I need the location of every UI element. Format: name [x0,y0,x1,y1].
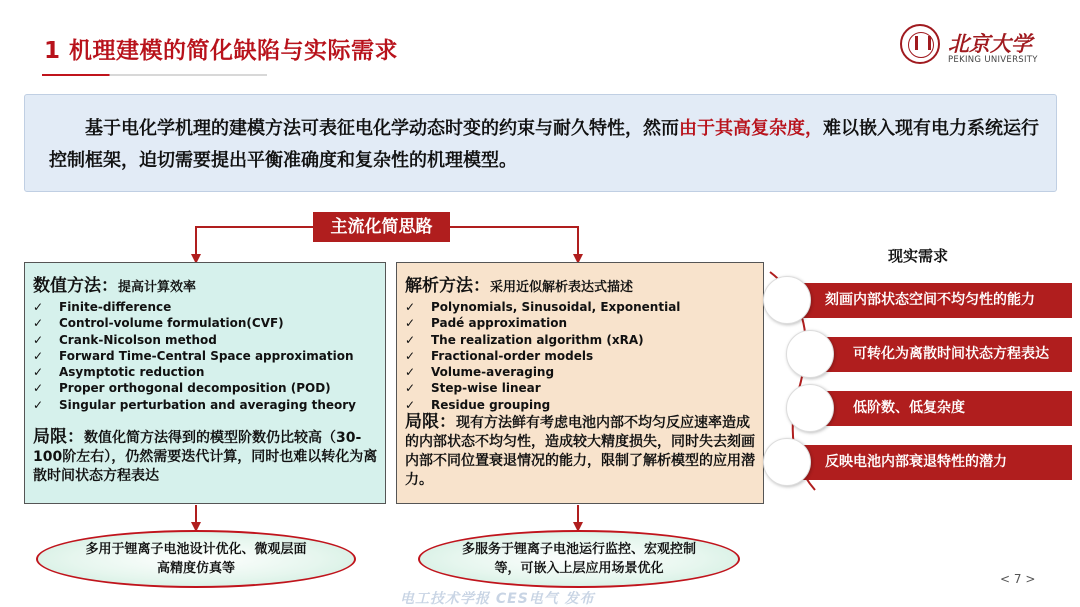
list-item: ✓ Padé approximation [405,316,568,331]
check-icon: ✓ [33,365,44,380]
numeric-method-subheading: 提高计算效率 [118,280,197,295]
need-item-label: 刻画内部状态空间不均匀性的能力 [825,292,1035,308]
analytic-method-header [405,271,633,296]
list-item: ✓ Crank-Nicolson method [33,332,217,347]
check-icon: ✓ [33,316,44,331]
list-item: ✓ Proper orthogonal decomposition (POD) [33,381,331,396]
analytic-method-limitation [405,413,757,490]
list-item: ✓ Control-volume formulation(CVF) [33,316,284,331]
analytic-method-list [405,299,680,413]
list-item: ✓ Asymptotic reduction [33,365,205,380]
list-item: ✓ Polynomials, Sinusoidal, Exponential [405,300,681,314]
list-item: ✓ Finite-difference [33,300,172,314]
check-icon: ✓ [405,348,416,363]
intro-banner [24,94,1057,192]
university-logo [900,24,1050,74]
check-icon: ✓ [405,316,416,331]
need-item-label: 反映电池内部衰退特性的潜力 [825,454,1007,470]
need-item-label: 低阶数、低复杂度 [853,400,965,416]
need-bullet-icon [763,276,811,324]
logo-name-cn: 北京大学 [948,31,1032,56]
need-item [775,283,1072,318]
slide-title: 1 机理建模的简化缺陷与实际需求 [44,38,399,64]
university-seal-icon [900,24,940,64]
list-item: ✓ Volume-averaging [405,365,555,380]
title-underline [42,74,267,76]
analytic-method-box [396,262,764,504]
numeric-outcome-ellipse [36,530,356,588]
need-item-label: 可转化为离散时间状态方程表达 [853,346,1049,362]
connector-to-numeric [196,227,313,259]
need-bullet-icon [786,384,834,432]
page-number: < 7 > [1000,572,1036,586]
numeric-method-list [33,299,356,413]
check-icon: ✓ [33,397,44,412]
check-icon: ✓ [33,381,44,396]
need-item [775,445,1072,480]
numeric-method-heading: 数值方法： [33,276,118,296]
intro-text [49,113,1039,177]
check-icon: ✓ [405,332,416,347]
need-item [798,391,1072,426]
limitation-label: 局限： [405,412,456,432]
analytic-outcome-text: 多服务于锂离子电池运行监控、宏观控制等，可嵌入上层应用场景优化 [461,542,696,576]
list-item: ✓ Singular perturbation and averaging theory [33,397,356,412]
numeric-outcome-text: 多用于锂离子电池设计优化、微观层面高精度仿真等 [85,542,307,576]
list-item: ✓ The realization algorithm (xRA) [405,332,644,347]
list-item: ✓ Step-wise linear [405,381,541,396]
connector-to-analytic [450,227,578,259]
check-icon: ✓ [405,397,416,412]
intro-text-part2: 难以嵌入现有电力系统运行控制框架，迫切需要提出平衡准确度和复杂性的机理模型。 [49,118,1039,171]
list-item: ✓ Fractional-order models [405,348,594,363]
needs-title: 现实需求 [888,247,949,265]
need-item [798,337,1072,372]
check-icon: ✓ [405,300,416,314]
analytic-method-subheading: 采用近似解析表达式描述 [490,280,634,295]
limitation-text: 数值化简方法得到的模型阶数仍比较高（30-100阶左右），仍然需要迭代计算，同时也难以转化为离散时间状态方程表达 [33,430,378,484]
analytic-method-heading: 解析方法： [405,276,490,296]
need-bullet-icon [763,438,811,486]
numeric-method-box [24,262,386,504]
need-bullet-icon [786,330,834,378]
logo-name-en: PEKING UNIVERSITY [948,55,1038,65]
limitation-text: 现有方法鲜有考虑电池内部不均匀反应速率造成的内部状态不均匀性，造成较大精度损失，同时失去刻画内部不同位置衰退情况的能力，限制了解析模型的应用潜力。 [405,415,755,488]
numeric-method-header [33,271,196,296]
numeric-method-limitation [33,428,378,486]
flow-title: 主流化简思路 [313,212,450,242]
intro-text-highlight: 由于其高复杂度， [679,118,823,139]
check-icon: ✓ [33,348,44,363]
list-item: ✓ Residue grouping [405,397,551,412]
check-icon: ✓ [33,332,44,347]
list-item: ✓ Forward Time-Central Space approximation [33,348,354,363]
check-icon: ✓ [405,365,416,380]
limitation-label: 局限： [33,427,84,447]
analytic-outcome-ellipse [418,530,740,588]
check-icon: ✓ [405,381,416,396]
check-icon: ✓ [33,300,44,314]
intro-text-part1: 基于电化学机理的建模方法可表征电化学动态时变的约束与耐久特性，然而 [85,118,679,139]
watermark: 电工技术学报 CES电气 发布 [400,591,595,607]
